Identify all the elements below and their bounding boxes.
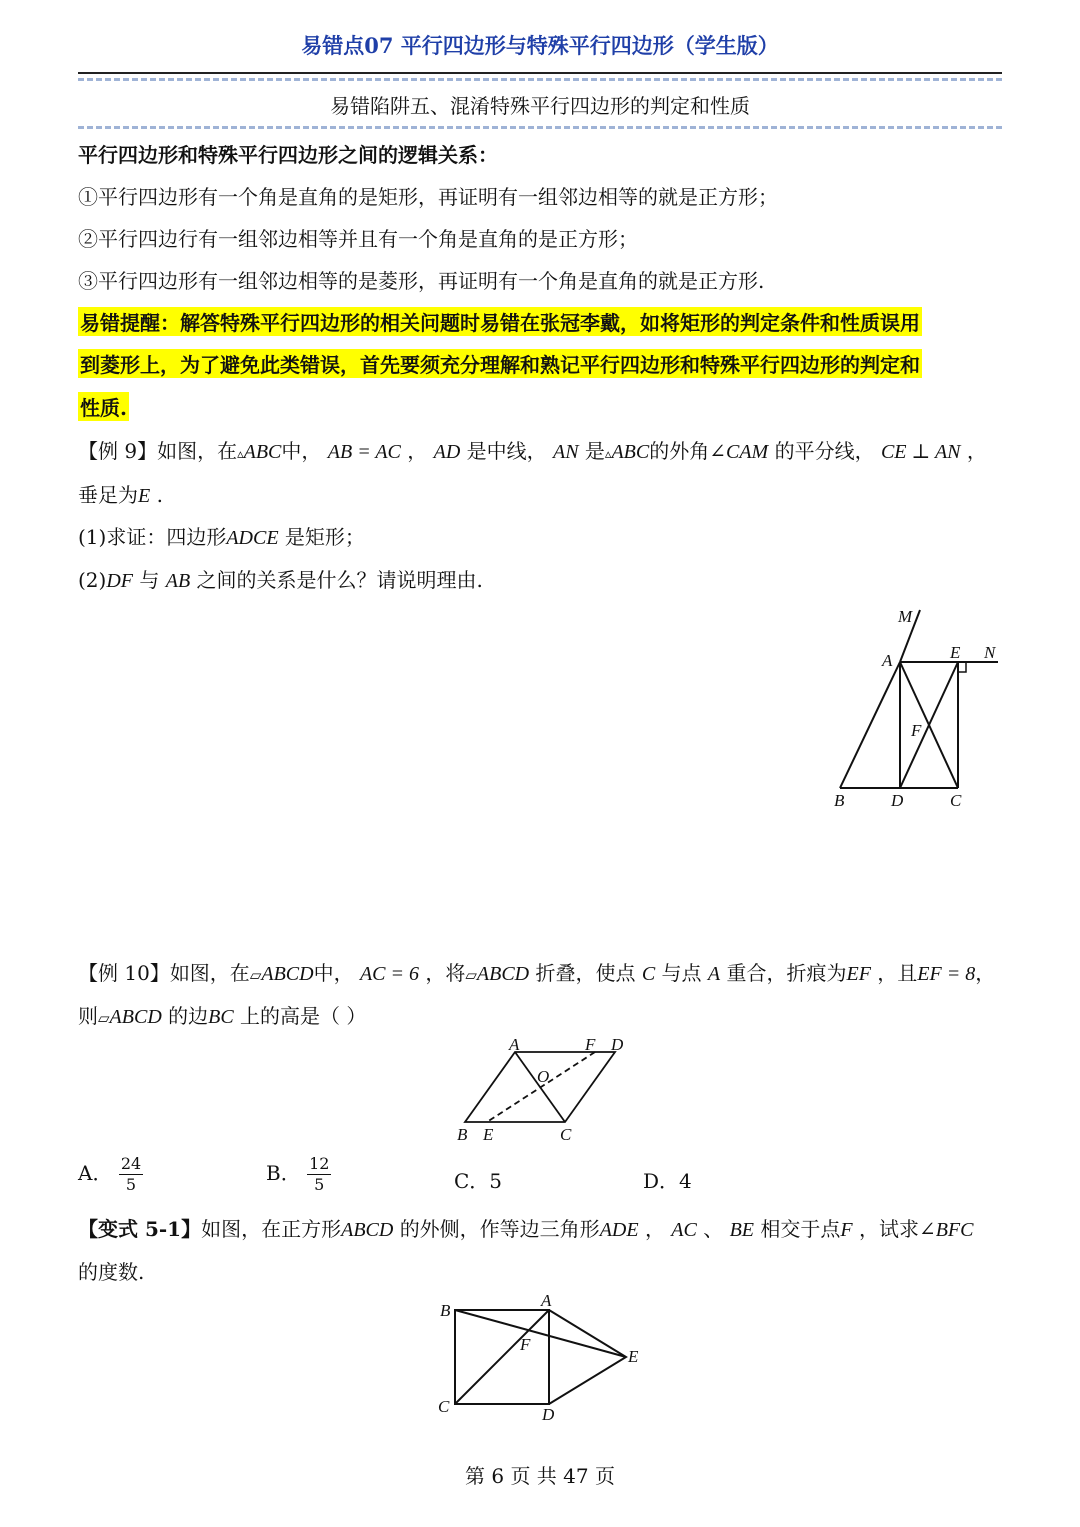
label-a: A xyxy=(541,1291,552,1310)
fold-line-ef xyxy=(487,1052,595,1122)
choice-label: B． xyxy=(266,1161,301,1185)
reminder-line-3: 性质. xyxy=(78,392,129,421)
parallelogram-symbol: ▱ xyxy=(465,966,477,984)
logic-item-2: ②平行四边行有一组邻边相等并且有一个角是直角的是正方形； xyxy=(78,227,638,251)
logic-item-1: ①平行四边形有一个角是直角的是矩形，再证明有一组邻边相等的就是正方形； xyxy=(78,185,778,209)
label-n: N xyxy=(984,643,996,662)
variant-math: BE xyxy=(729,1219,755,1241)
section-title: 易错陷阱五、混淆特殊平行四边形的判定和性质 xyxy=(330,94,750,118)
example9-math: ABC xyxy=(243,441,282,463)
example10-text: ， xyxy=(975,961,996,985)
question-math: ADCE xyxy=(226,527,279,549)
label-f: F xyxy=(585,1035,596,1054)
example10-math: ABCD xyxy=(109,1006,162,1028)
example10-text: 如图，在 xyxy=(169,961,250,985)
example10-text: 的边 xyxy=(168,1004,209,1028)
label-m: M xyxy=(898,607,913,626)
example10-math: BC xyxy=(208,1006,234,1028)
variant-math: ∠BFC xyxy=(918,1219,974,1241)
example9-text: ， xyxy=(966,439,987,463)
variant-label: 【变式 5-1】 xyxy=(78,1217,202,1241)
example9-math: AB = AC xyxy=(327,441,401,463)
logic-item-3: ③平行四边形有一组邻边相等的是菱形，再证明有一个角是直角的就是正方形. xyxy=(78,269,765,293)
choice-label: A． xyxy=(78,1161,113,1185)
example10-math: ABCD xyxy=(476,963,530,985)
variant-math: ADE xyxy=(599,1219,639,1241)
fraction xyxy=(307,1154,331,1195)
section-bottom-divider xyxy=(78,126,1002,129)
label-o: O xyxy=(537,1067,550,1086)
label-e: E xyxy=(628,1347,639,1366)
variant-text: 、 xyxy=(703,1217,724,1241)
variant-text: ，试求 xyxy=(858,1217,919,1241)
variant-text: 如图，在正方形 xyxy=(201,1217,342,1241)
label-d: D xyxy=(611,1035,624,1054)
choice-a[interactable] xyxy=(78,1154,143,1195)
example9-text: 的平分线， xyxy=(774,439,875,463)
example10-text: 中， xyxy=(313,961,354,985)
label-c: C xyxy=(560,1125,572,1144)
example9-math: E xyxy=(138,485,151,507)
example9-math: CE ⊥ AN xyxy=(880,441,961,463)
example10-problem-line1 xyxy=(78,957,995,986)
example9-question-2 xyxy=(78,564,483,593)
example10-text: 与点 xyxy=(661,961,702,985)
triangle-symbol: ▵ xyxy=(604,447,612,462)
example10-text: 则 xyxy=(78,1004,98,1028)
example10-text: ，将 xyxy=(425,961,466,985)
example9-math: ABC xyxy=(611,441,650,463)
denominator: 5 xyxy=(125,1175,137,1194)
example10-problem-line2 xyxy=(78,1000,366,1029)
choice-b[interactable] xyxy=(266,1154,331,1195)
example10-math: AC = 6 xyxy=(359,963,419,985)
segment-ac xyxy=(455,1310,549,1404)
label-b: B xyxy=(440,1301,451,1320)
example9-math: AN xyxy=(553,441,579,463)
variant-math: ABCD xyxy=(341,1219,394,1241)
label-a: A xyxy=(509,1035,520,1054)
fraction xyxy=(119,1154,143,1195)
variant-math: F xyxy=(840,1219,853,1241)
question-math: AB xyxy=(165,570,191,592)
example9-math: AD xyxy=(433,441,461,463)
example9-text: 如图，在 xyxy=(157,439,238,463)
variant-text: 相交于点 xyxy=(760,1217,841,1241)
example10-text: 折叠，使点 xyxy=(535,961,636,985)
document-header-title: 易错点07 平行四边形与特殊平行四边形（学生版） xyxy=(301,33,779,58)
reminder-line-1: 易错提醒：解答特殊平行四边形的相关问题时易错在张冠李戴，如将矩形的判定条件和性质误用 xyxy=(78,307,922,336)
example9-problem-line2 xyxy=(78,479,163,508)
example9-label: 【例 9】 xyxy=(78,439,158,463)
logic-heading: 平行四边形和特殊平行四边形之间的逻辑关系： xyxy=(78,143,498,167)
variant-math: AC xyxy=(671,1219,697,1241)
page-number-footer: 第 6 页 共 47 页 xyxy=(465,1464,615,1488)
label-f: F xyxy=(520,1335,531,1354)
variant-problem-line2: 的度数. xyxy=(78,1260,145,1284)
variant-problem-line1 xyxy=(78,1213,973,1242)
parallelogram-symbol: ▱ xyxy=(249,966,262,984)
question-math: DF xyxy=(106,570,134,592)
example9-text: 垂足为 xyxy=(78,483,138,507)
segment-be xyxy=(455,1310,626,1357)
parallelogram-symbol: ▱ xyxy=(98,1009,110,1027)
choice-d[interactable]: D．4 xyxy=(643,1169,692,1193)
example9-text: . xyxy=(156,483,163,507)
label-b: B xyxy=(457,1125,468,1144)
example10-text: 上的高是（ ） xyxy=(240,1004,367,1028)
numerator: 12 xyxy=(309,1154,330,1173)
variant-figure xyxy=(430,1290,650,1430)
label-c: C xyxy=(438,1397,450,1416)
example10-label: 【例 10】 xyxy=(78,961,170,985)
example9-text: ， xyxy=(407,439,428,463)
numerator: 24 xyxy=(120,1154,142,1173)
denominator: 5 xyxy=(314,1175,325,1194)
choice-c[interactable]: C．5 xyxy=(454,1169,503,1193)
label-d: D xyxy=(542,1405,555,1424)
label-a: A xyxy=(882,651,893,670)
label-d: D xyxy=(891,791,904,810)
triangle-ade xyxy=(549,1310,626,1404)
example9-text: 中， xyxy=(281,439,322,463)
example9-math: ∠CAM xyxy=(709,441,769,463)
example10-text: ，且 xyxy=(877,961,918,985)
segment-ba xyxy=(840,662,900,788)
example10-figure xyxy=(445,1030,645,1148)
example10-math: A xyxy=(707,963,721,985)
section-top-divider xyxy=(78,78,1002,81)
example9-question-1 xyxy=(78,521,365,550)
example10-text: 重合，折痕为 xyxy=(726,961,847,985)
question-text: 之间的关系是什么？请说明理由. xyxy=(196,568,483,592)
example9-problem-line1 xyxy=(78,435,987,464)
example9-text: 是中线， xyxy=(466,439,547,463)
example10-math: EF = 8 xyxy=(917,963,976,985)
question-text: 是矩形； xyxy=(284,525,365,549)
example9-text: 的外角 xyxy=(649,439,710,463)
example10-math: ABCD xyxy=(261,963,314,985)
variant-text: ， xyxy=(644,1217,665,1241)
label-f: F xyxy=(911,721,922,740)
label-b: B xyxy=(834,791,845,810)
example9-figure xyxy=(820,600,1020,820)
question-text: (2) xyxy=(78,568,107,592)
reminder-line-2: 到菱形上，为了避免此类错误，首先要须充分理解和熟记平行四边形和特殊平行四边形的判定和 xyxy=(78,349,922,378)
variant-text: 的外侧，作等边三角形 xyxy=(399,1217,600,1241)
example9-text: 是 xyxy=(584,439,605,463)
label-c: C xyxy=(950,791,962,810)
label-e: E xyxy=(483,1125,494,1144)
header-rule xyxy=(78,72,1002,74)
label-e: E xyxy=(950,643,961,662)
example10-math: C xyxy=(641,963,656,985)
question-text: (1)求证：四边形 xyxy=(78,525,227,549)
triangle-symbol: ▵ xyxy=(237,447,244,462)
example10-math: EF xyxy=(846,963,871,985)
question-text: 与 xyxy=(139,568,160,592)
right-angle-mark xyxy=(958,662,966,672)
